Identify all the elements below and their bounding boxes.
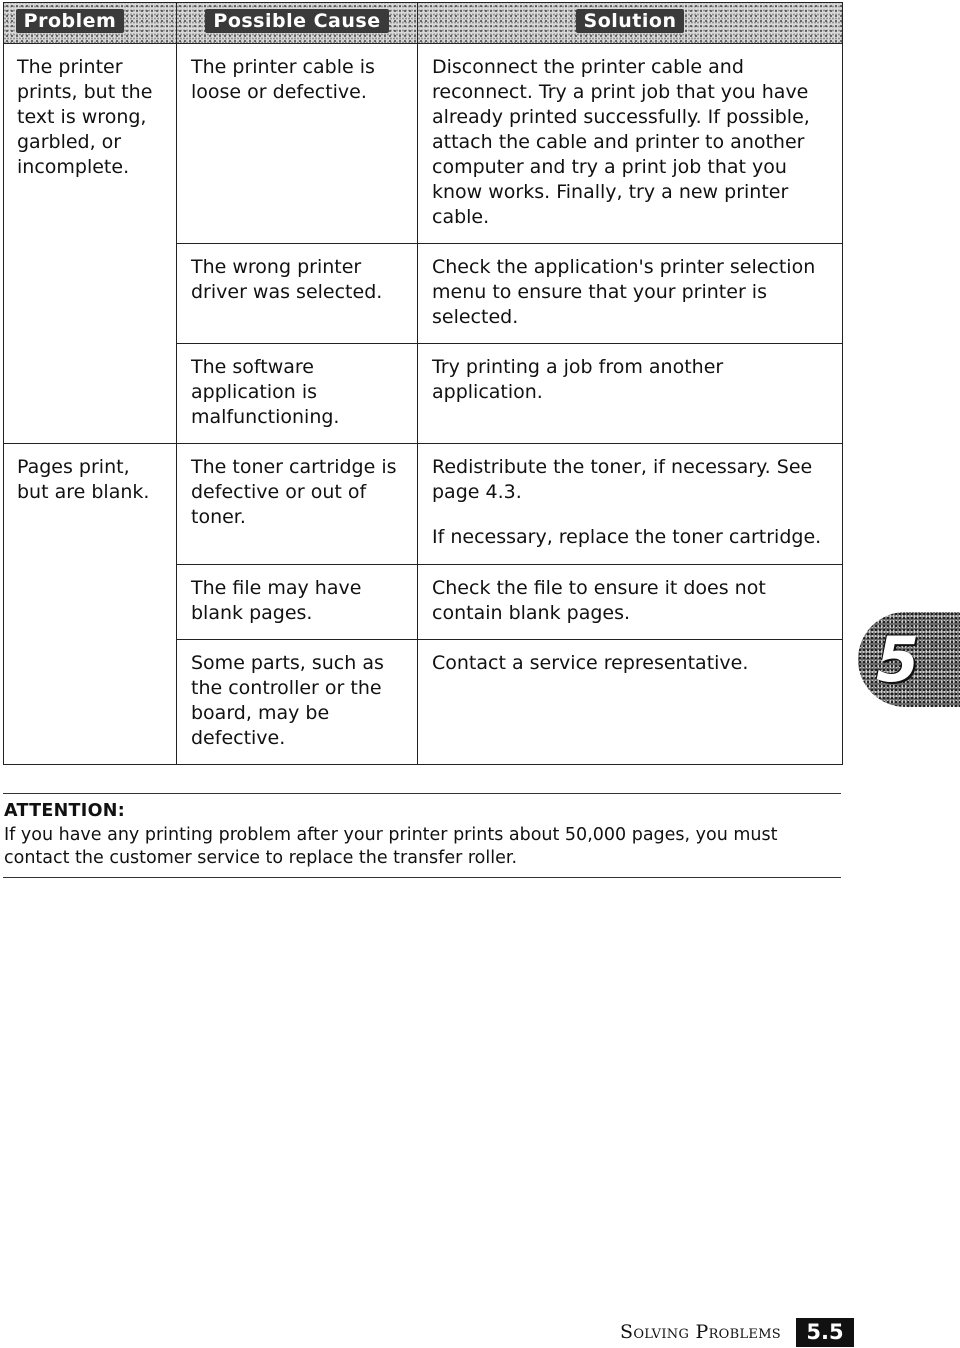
solution-cell: Try printing a job from another application. xyxy=(418,344,843,444)
header-problem: Problem xyxy=(4,3,177,44)
footer-page-number: 5.5 xyxy=(796,1318,854,1347)
attention-note xyxy=(4,800,844,870)
header-possible-cause: Possible Cause xyxy=(177,3,418,44)
footer-section-title: Solving Problems xyxy=(620,1321,782,1343)
problem-cell: The printer prints, but the text is wrong, garbled, or incomplete. xyxy=(4,44,177,444)
table-row xyxy=(4,444,843,565)
table-header-row xyxy=(4,3,843,44)
problem-cell: Pages print, but are blank. xyxy=(4,444,177,765)
cause-cell: The file may have blank pages. xyxy=(177,565,418,640)
cause-cell: The toner cartridge is defective or out of toner. xyxy=(177,444,418,565)
cause-cell: The wrong printer driver was selected. xyxy=(177,244,418,344)
solution-cell: Check the file to ensure it does not contain blank pages. xyxy=(418,565,843,640)
solution-cell: Check the application's printer selection menu to ensure that your printer is selected. xyxy=(418,244,843,344)
attention-text: If you have any printing problem after your printer prints about 50,000 pages, you must contact the customer service to replace the transfer roller. xyxy=(4,825,778,868)
solution-cell: Contact a service representative. xyxy=(418,640,843,765)
chapter-tab xyxy=(858,612,960,707)
solution-cell: Disconnect the printer cable and reconnect. Try a print job that you have already printed successfully. If possible, attach the cable and printer to another computer and try a print job that you know works. Finally, try a new printer cable. xyxy=(418,44,843,244)
cause-cell: The printer cable is loose or defective. xyxy=(177,44,418,244)
cause-cell: Some parts, such as the controller or the board, may be defective. xyxy=(177,640,418,765)
table-row xyxy=(4,44,843,244)
solution-cell: Redistribute the toner, if necessary. See page 4.3. If necessary, replace the toner cartridge. xyxy=(418,444,843,565)
attention-title: ATTENTION: xyxy=(4,801,126,821)
header-solution: Solution xyxy=(418,3,843,44)
chapter-number: 5 xyxy=(876,623,920,696)
cause-cell: The software application is malfunctioning. xyxy=(177,344,418,444)
troubleshooting-table xyxy=(3,2,843,765)
attention-bottom-rule xyxy=(3,877,841,878)
attention-top-rule xyxy=(3,793,841,794)
